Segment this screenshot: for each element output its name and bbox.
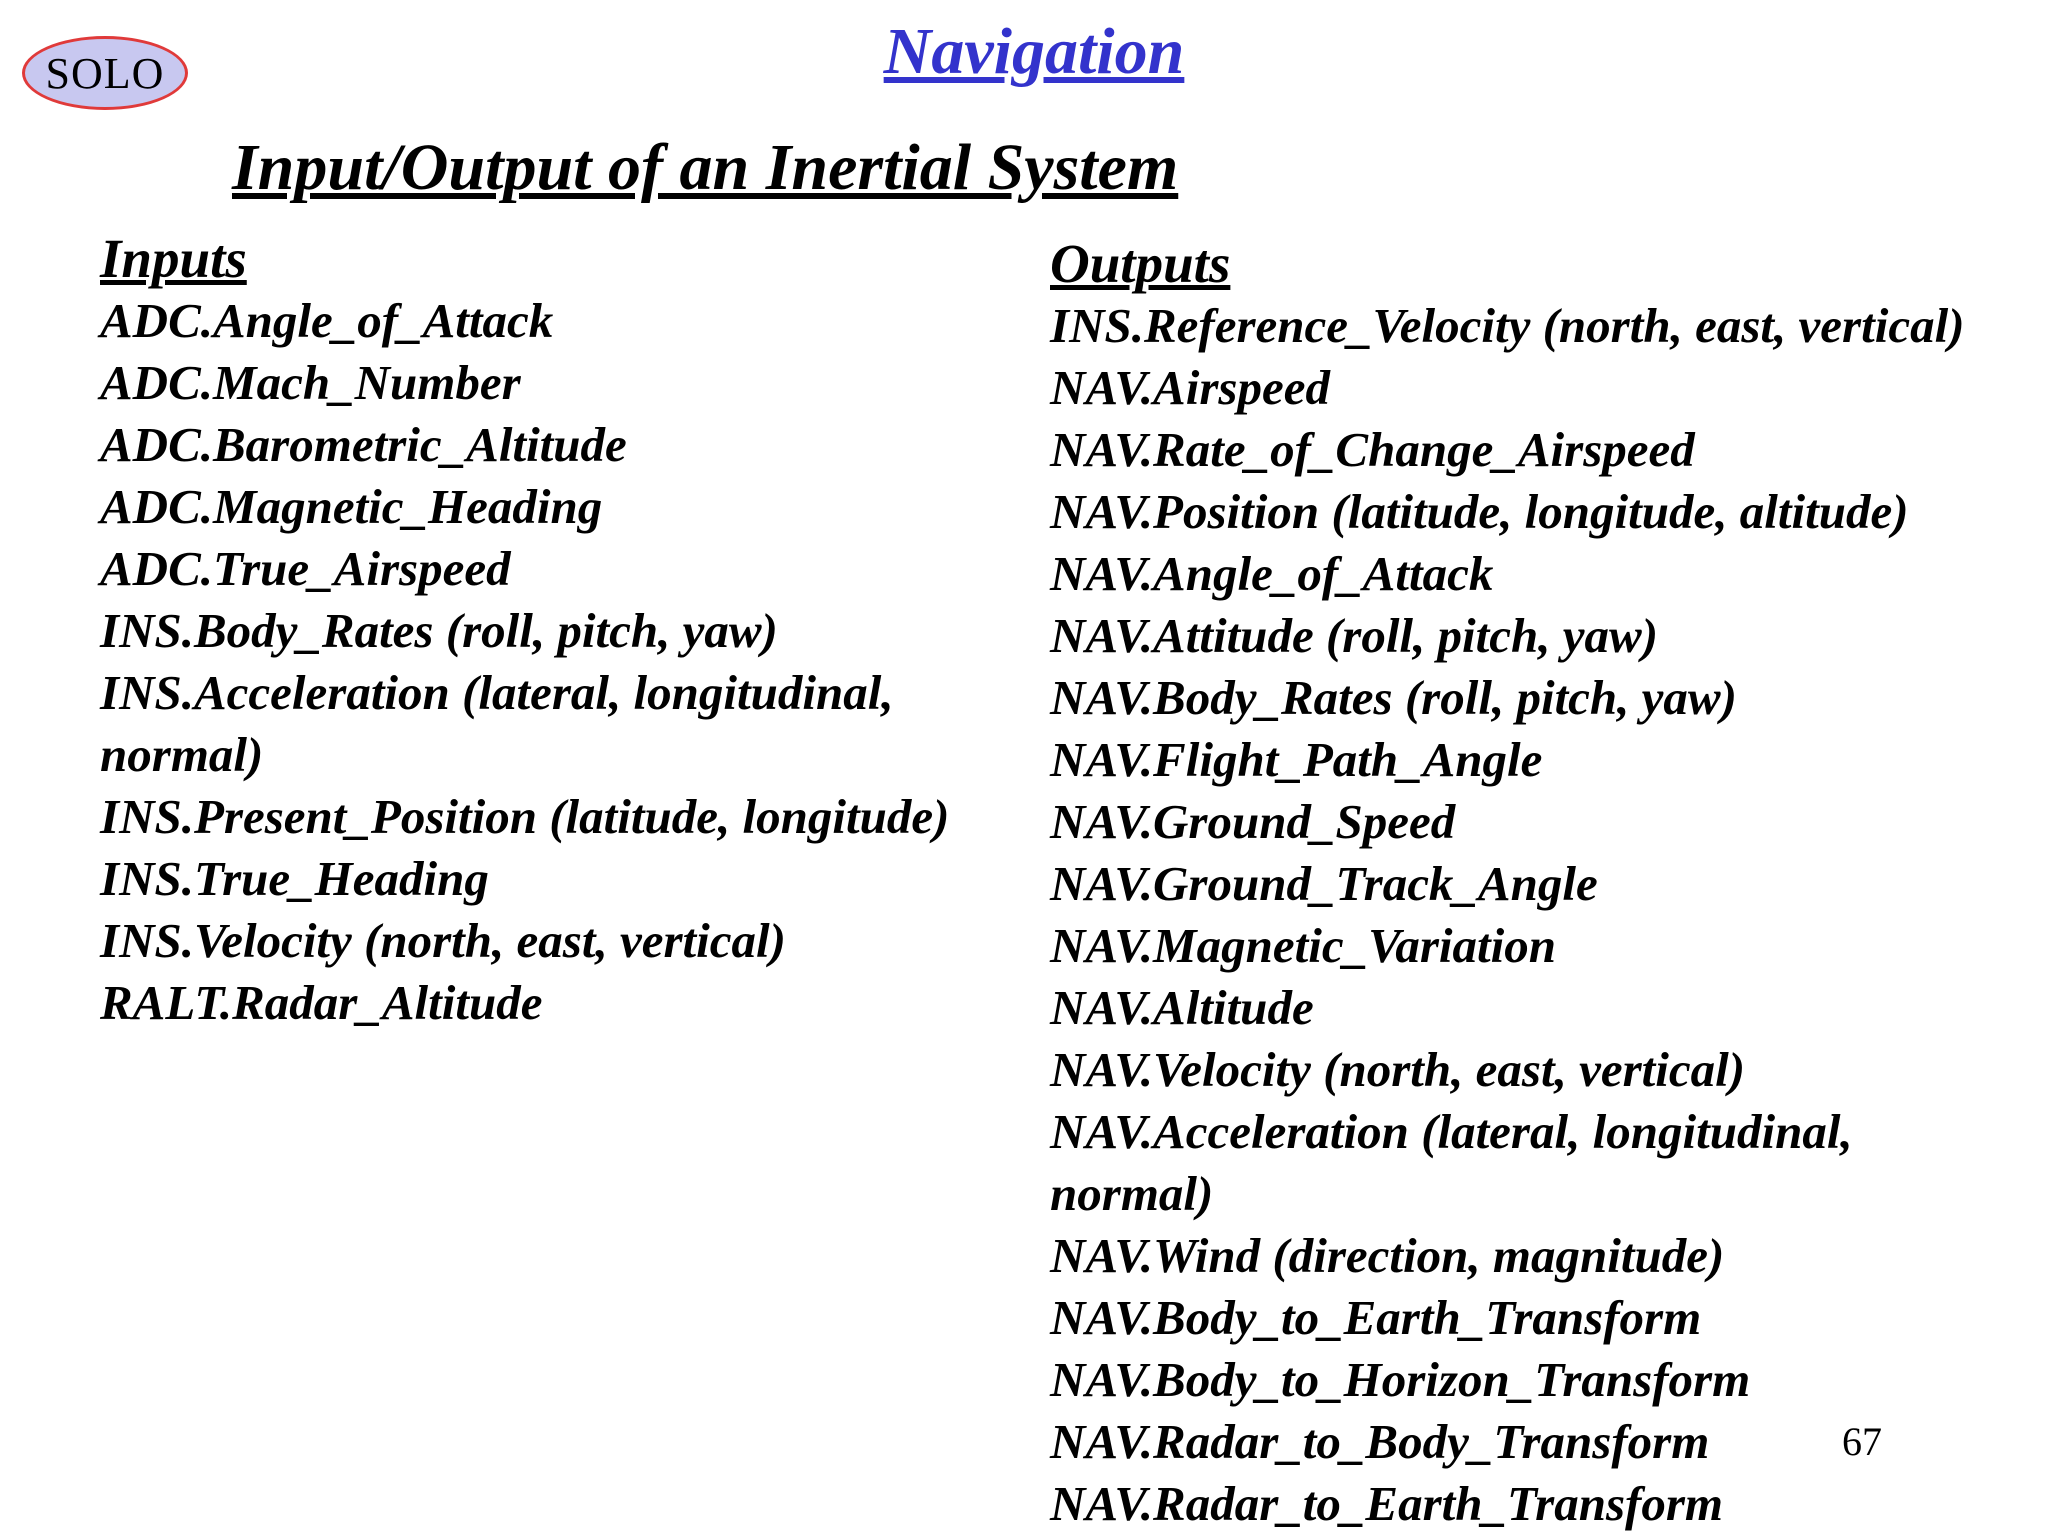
output-item: NAV.Body_to_Earth_Transform (1050, 1290, 1702, 1345)
input-item: ADC.Barometric_Altitude (100, 417, 627, 472)
output-item: NAV.Position (latitude, longitude, altitude) (1050, 484, 1909, 539)
output-item: NAV.Ground_Speed (1050, 794, 1456, 849)
output-item: NAV.Magnetic_Variation (1050, 918, 1557, 973)
logo-text: SOLO (45, 48, 165, 98)
output-item: NAV.Wind (direction, magnitude) (1050, 1228, 1725, 1283)
input-item: RALT.Radar_Altitude (100, 975, 543, 1030)
inputs-heading: Inputs (100, 228, 247, 289)
outputs-heading: Outputs (1050, 233, 1231, 294)
output-item: INS.Reference_Velocity (north, east, vertical) (1050, 298, 1965, 353)
output-item: NAV.Rate_of_Change_Airspeed (1050, 422, 1695, 477)
outputs-column (1050, 233, 2040, 1535)
page-number: 67 (1842, 1419, 1882, 1464)
output-item: NAV.Angle_of_Attack (1050, 546, 1494, 601)
output-item: NAV.Body_to_Horizon_Transform (1050, 1352, 1751, 1407)
slide-title: Input/Output of an Inertial System (232, 131, 1179, 204)
input-item: INS.Velocity (north, east, vertical) (100, 913, 786, 968)
output-item: NAV.Attitude (roll, pitch, yaw) (1050, 608, 1659, 663)
input-item: ADC.Mach_Number (100, 355, 521, 410)
input-item: INS.Body_Rates (roll, pitch, yaw) (100, 603, 778, 658)
output-item: NAV.Radar_to_Earth_Transform (1050, 1476, 1724, 1531)
header-title: Navigation (883, 15, 1185, 88)
output-item: NAV.Airspeed (1050, 360, 1330, 415)
output-item: NAV.Velocity (north, east, vertical) (1050, 1042, 1746, 1097)
input-item: INS.Acceleration (lateral, longitudinal, normal) (100, 665, 894, 782)
output-item: NAV.Body_Rates (roll, pitch, yaw) (1050, 670, 1737, 725)
input-item: ADC.True_Airspeed (100, 541, 511, 596)
input-item: ADC.Magnetic_Heading (100, 479, 603, 534)
output-item: NAV.Altitude (1050, 980, 1314, 1035)
output-item: NAV.Ground_Track_Angle (1050, 856, 1598, 911)
inputs-column (100, 228, 1040, 1034)
output-item: NAV.Acceleration (lateral, longitudinal, normal) (1050, 1104, 1853, 1221)
input-item: INS.True_Heading (100, 851, 489, 906)
output-item: NAV.Flight_Path_Angle (1050, 732, 1543, 787)
input-item: ADC.Angle_of_Attack (100, 293, 554, 348)
input-item: INS.Present_Position (latitude, longitude) (100, 789, 950, 844)
output-item: NAV.Radar_to_Body_Transform (1050, 1414, 1710, 1469)
